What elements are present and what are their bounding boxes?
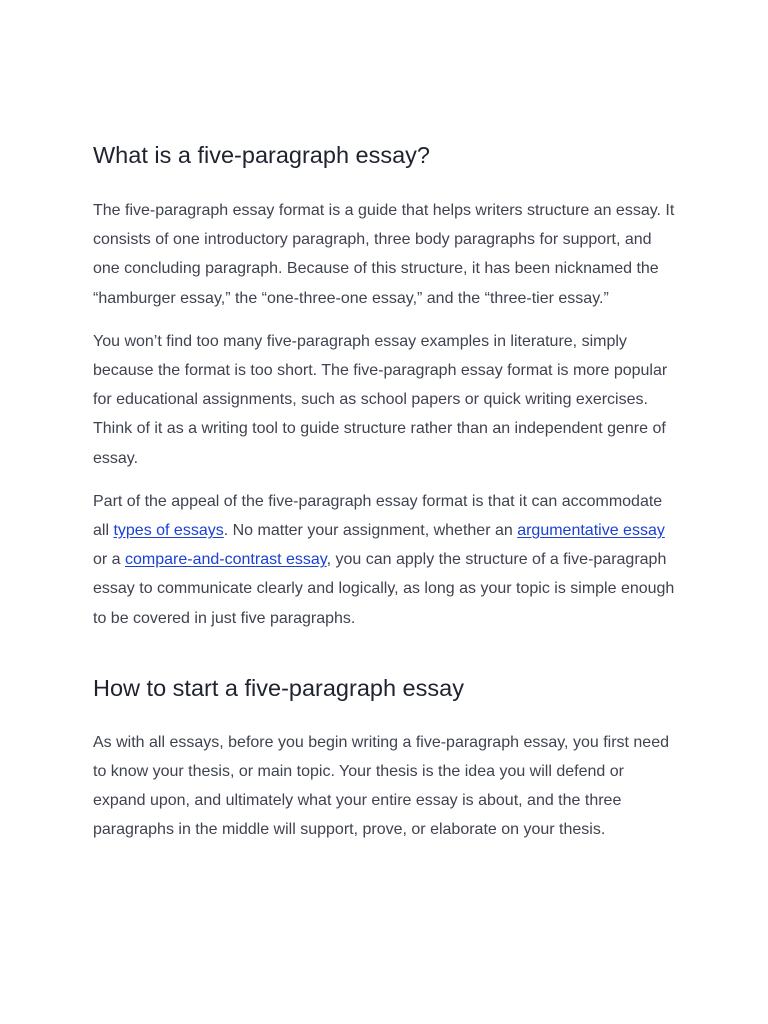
paragraph-definition: The five-paragraph essay format is a guide that helps writers structure an essay. It consists of one introductory paragraph, three body paragraphs for support, and one concluding paragraph. Because of this structure, it has been nicknamed the “hamburger essay,” the “one-three-one essay,” and the “three-tier essay.” [93,202,675,307]
section-body-how-to-start [93,728,678,845]
section-body-what-is [93,196,678,633]
paragraph-appeal-text-2: . No matter your assignment, whether an [223,522,518,540]
paragraph-thesis: As with all essays, before you begin writing a five-paragraph essay, you first need to know your thesis, or main topic. Your thesis is the idea you will defend or expand upon, and ultimately what your entire essay is about, and the three paragraphs in the middle will support, prove, or elaborate on your thesis. [93,733,669,839]
paragraph-appeal-text-4: , you can apply the structure of a five-paragraph essay to communicate clearly and logically, as long as your topic is simple enough to be covered in just five paragraphs. [93,551,675,627]
paragraph-appeal [93,487,678,633]
section-heading-how-to-start: How to start a five-paragraph essay [93,674,464,701]
argumentative-essay-link[interactable]: argumentative essay [517,522,665,540]
compare-and-contrast-essay-link[interactable]: compare-and-contrast essay [125,551,327,569]
paragraph-appeal-text-1: Part of the appeal of the five-paragraph essay format is that it can accommodate all [93,492,663,540]
types-of-essays-link[interactable]: types of essays [113,522,224,540]
paragraph-appeal-text-3: or a [93,551,126,569]
paragraph-usage: You won’t find too many five-paragraph essay examples in literature, simply because the format is too short. The five-paragraph essay format is more popular for educational assignments, such as school papers or quick writing exercises. Think of it as a writing tool to guide structure rather than an independent genre of essay. [93,332,668,467]
section-heading-what-is: What is a five-paragraph essay? [93,142,430,168]
